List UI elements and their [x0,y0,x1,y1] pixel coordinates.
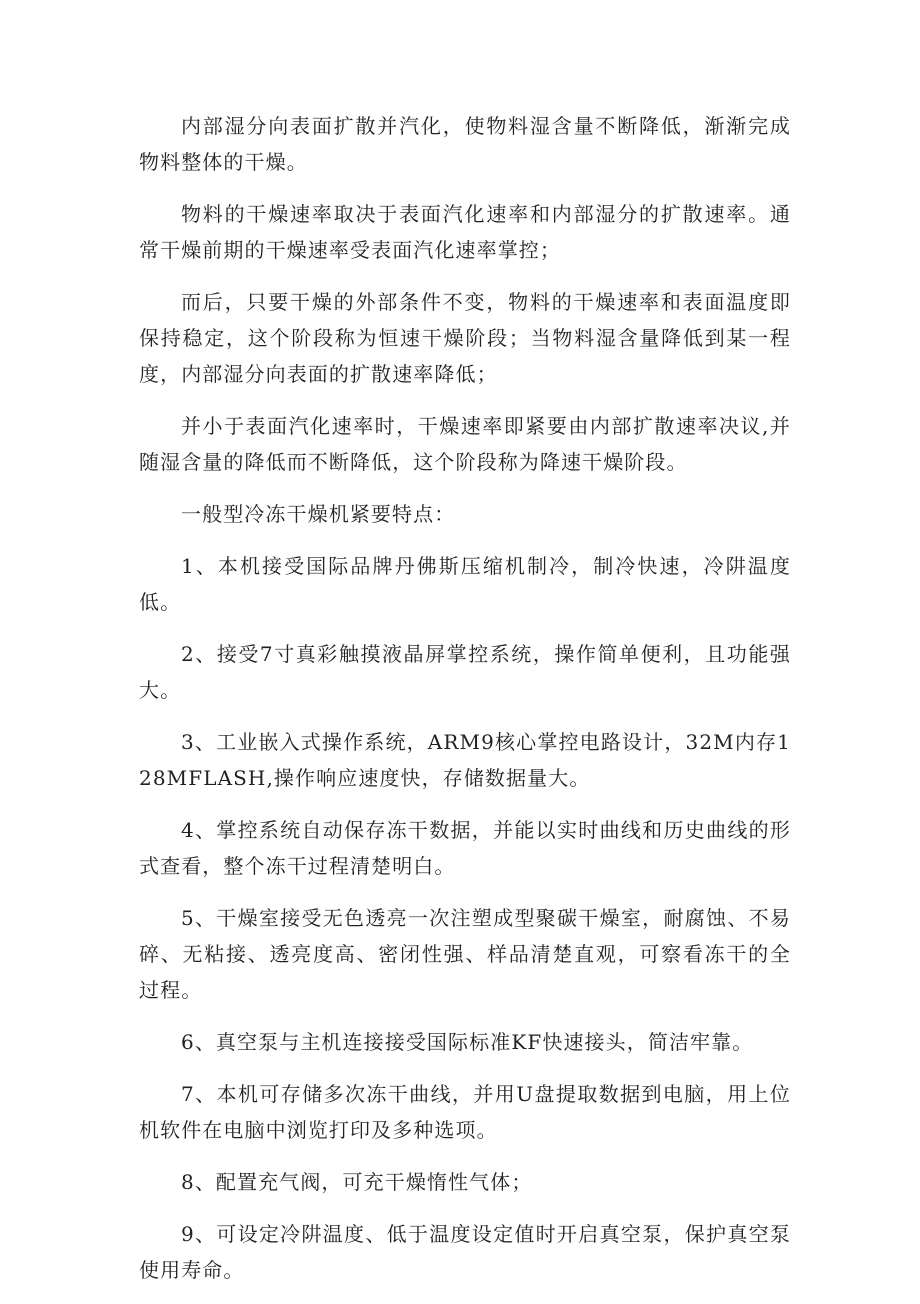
list-item: 8、配置充气阀，可充干燥惰性气体； [181,1170,533,1194]
document-body [139,108,791,1304]
paragraph: 物料的干燥速率取决于表面汽化速率和内部湿分的扩散速率。通常干燥前期的干燥速率受表面汽化速率掌控； [139,202,791,262]
list-item: 1、本机接受国际品牌丹佛斯压缩机制冷，制冷快速，冷阱温度低。 [139,554,791,614]
list-item: 7、本机可存储多次冻干曲线，并用U盘提取数据到电脑，用上位机软件在电脑中浏览打印及多种选项。 [139,1082,791,1142]
list-item: 6、真空泵与主机连接接受国际标准KF快速接头，简洁牢靠。 [181,1030,754,1054]
list-item: 2、接受7寸真彩触摸液晶屏掌控系统，操作简单便利，且功能强大。 [139,642,791,702]
list-item: 9、可设定冷阱温度、低于温度设定值时开启真空泵，保护真空泵使用寿命。 [139,1222,791,1282]
list-item: 4、掌控系统自动保存冻干数据，并能以实时曲线和历史曲线的形式查看，整个冻干过程清楚明白。 [139,818,791,878]
list-item: 5、干燥室接受无色透亮一次注塑成型聚碳干燥室，耐腐蚀、不易碎、无粘接、透亮度高、密闭性强、样品清楚直观，可察看冻干的全过程。 [139,906,791,1002]
list-item: 3、工业嵌入式操作系统，ARM9核心掌控电路设计，32M内存128MFLASH,操作响应速度快，存储数据量大。 [139,730,791,790]
section-heading: 一般型冷冻干燥机紧要特点： [181,502,456,526]
paragraph: 内部湿分向表面扩散并汽化，使物料湿含量不断降低，渐渐完成物料整体的干燥。 [139,114,791,174]
paragraph: 并小于表面汽化速率时，干燥速率即紧要由内部扩散速率决议,并随湿含量的降低而不断降低，这个阶段称为降速干燥阶段。 [139,414,791,474]
paragraph: 而后，只要干燥的外部条件不变，物料的干燥速率和表面温度即保持稳定，这个阶段称为恒速干燥阶段；当物料湿含量降低到某一程度，内部湿分向表面的扩散速率降低； [139,290,791,386]
